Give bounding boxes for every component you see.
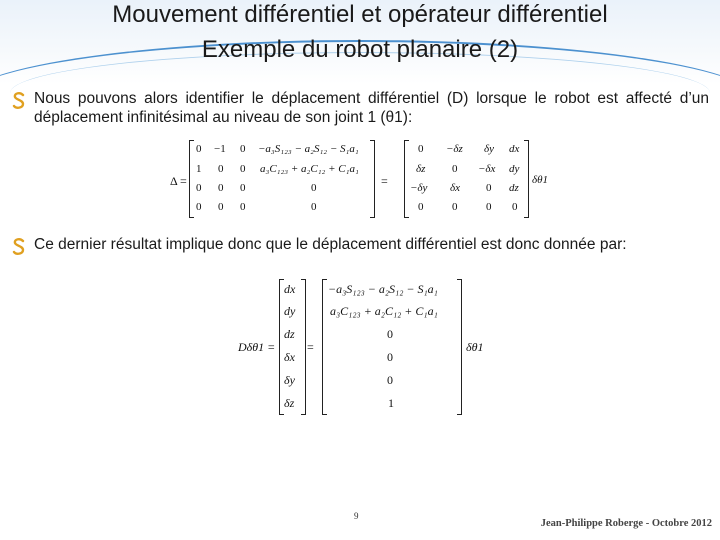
page-number: 9 — [354, 511, 359, 521]
eq1-m1-cell: −a₃S₁₂₃ − a₂S₁₂ − S₁a₁ — [258, 143, 359, 155]
eq1-m2-cell: 0 — [418, 143, 424, 155]
paragraph-2: Ce dernier résultat implique donc que le déplacement différentiel est donc donnée par: — [34, 236, 627, 253]
eq1-m1-cell: 0 — [311, 201, 317, 213]
eq2-v2-right-bracket — [457, 279, 462, 415]
eq2-lhs: Dδθ1 = — [238, 340, 276, 354]
eq1-m2-cell: 0 — [486, 201, 492, 213]
eq1-m1-cell: 0 — [218, 182, 224, 194]
eq1-m2-cell: 0 — [486, 182, 492, 194]
eq1-m2-right-bracket — [524, 140, 529, 218]
eq2-v2-cell: 1 — [388, 396, 394, 410]
eq2-v2-cell: −a₃S₁₂₃ − a₂S₁₂ − S₁a₁ — [328, 282, 438, 296]
eq1-m1-cell: 1 — [196, 163, 202, 175]
eq1-m1-cell: 0 — [196, 201, 202, 213]
eq2-v1-left-bracket — [279, 279, 284, 415]
eq1-m2-cell: 0 — [418, 201, 424, 213]
eq2-v1-cell: δy — [284, 373, 295, 387]
eq1-m2-cell: −δy — [410, 182, 428, 194]
eq2-v1-cell: dx — [284, 282, 296, 296]
eq1-m1-cell: 0 — [218, 163, 224, 175]
eq1-m1-cell: −1 — [214, 143, 226, 155]
paragraph-1: Nous pouvons alors identifier le déplacement différentiel (D) lorsque le robot est affecté d’un déplacement infinitésimal au niveau de son joint 1 (θ1): — [34, 90, 709, 126]
slide-title-line-2: Exemple du robot planaire (2) — [201, 36, 519, 63]
slide-title-line-1: Mouvement différentiel et opérateur différentiel — [112, 1, 608, 28]
eq1-m2-cell: 0 — [452, 201, 458, 213]
eq2-v1-cell: dy — [284, 304, 296, 318]
eq2-v2-cell: 0 — [387, 350, 393, 364]
eq2-v2-cell: 0 — [387, 327, 393, 341]
eq1-m2-cell: δx — [450, 182, 460, 194]
eq1-m2-cell: δz — [416, 163, 426, 175]
eq1-m1-cell: 0 — [196, 182, 202, 194]
eq1-m1-cell: 0 — [240, 182, 246, 194]
eq1-m1-cell: 0 — [218, 201, 224, 213]
eq1-m1-cell: a₃C₁₂₃ + a₂C₁₂ + C₁a₁ — [260, 163, 359, 175]
eq2-v1-cell: dz — [284, 327, 295, 341]
eq1-lhs: Δ = — [170, 174, 187, 188]
eq1-equals-sign: = — [381, 174, 388, 188]
eq1-m1-cell: 0 — [240, 143, 246, 155]
eq1-m2-cell: dx — [509, 143, 520, 155]
s-bullet-icon — [12, 238, 26, 256]
footer-author-date: Jean-Philippe Roberge - Octobre 2012 — [540, 518, 712, 529]
eq1-m1-cell: 0 — [311, 182, 317, 194]
eq2-v1-cell: δz — [284, 396, 295, 410]
eq2-v2-cell: 0 — [387, 373, 393, 387]
eq1-m2-cell: 0 — [512, 201, 518, 213]
eq1-m1-left-bracket — [189, 140, 194, 218]
eq1-m2-cell: 0 — [452, 163, 458, 175]
eq1-m2-cell: dy — [509, 163, 520, 175]
eq1-m1-cell: 0 — [240, 163, 246, 175]
eq1-m1-cell: 0 — [240, 201, 246, 213]
eq1-m2-cell: −δz — [446, 143, 463, 155]
eq1-m2-cell: δy — [484, 143, 494, 155]
eq1-m2-cell: −δx — [478, 163, 496, 175]
eq2-v1-right-bracket — [301, 279, 306, 415]
eq2-rhs: δθ1 — [466, 340, 484, 354]
eq1-m2-cell: dz — [509, 182, 519, 194]
s-bullet-icon — [12, 92, 26, 110]
eq2-v2-cell: a₃C₁₂₃ + a₂C₁₂ + C₁a₁ — [330, 304, 438, 318]
eq1-m2-left-bracket — [404, 140, 409, 218]
eq2-v2-left-bracket — [322, 279, 327, 415]
eq1-m1-cell: 0 — [196, 143, 202, 155]
eq1-m1-right-bracket — [370, 140, 375, 218]
eq2-equals-sign: = — [307, 340, 314, 354]
eq1-rhs: δθ1 — [532, 174, 549, 186]
eq2-v1-cell: δx — [284, 350, 295, 364]
